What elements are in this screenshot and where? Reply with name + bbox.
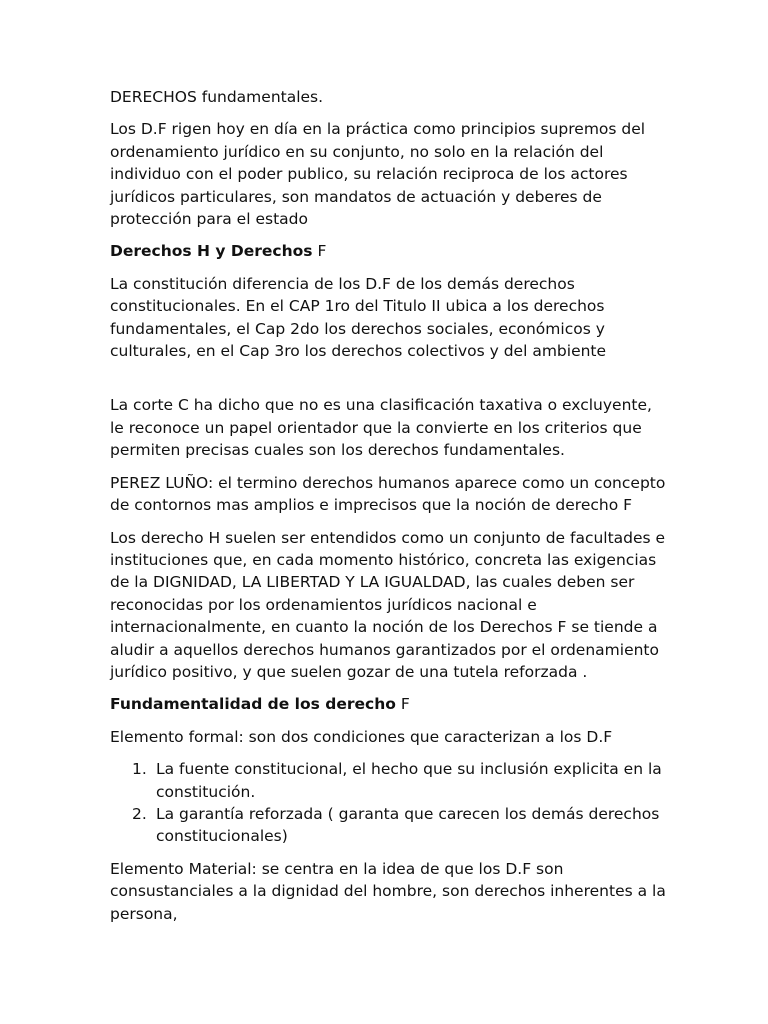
paragraph: PEREZ LUÑO: el termino derechos humanos aparece como un concepto de contornos mas amplios e imprecisos que la noción de derecho F <box>110 473 666 515</box>
document-page <box>110 86 670 935</box>
section-heading <box>110 240 670 262</box>
section-heading-suffix: F <box>312 242 327 261</box>
section-heading-suffix: F <box>395 695 410 714</box>
section-heading-bold: Fundamentalidad de los derecho <box>110 695 396 714</box>
list-item-text: La garantía reforzada ( garanta que carecen los demás derechos constitucionales) <box>156 804 660 846</box>
paragraph: La constitución diferencia de los D.F de los demás derechos constitucionales. En el CAP 1ro del Titulo II ubica a los derechos fundamentales, el Cap 2do los derechos sociales, económicos y culturales, en el Cap 3ro los derechos colectivos y del ambiente <box>110 274 607 361</box>
blank-line <box>110 372 670 394</box>
paragraph: Elemento Material: se centra en la idea de que los D.F son consustanciales a la dignidad del hombre, son derechos inherentes a la persona, <box>110 859 666 923</box>
paragraph: Los D.F rigen hoy en día en la práctica como principios supremos del ordenamiento jurídico en su conjunto, no solo en la relación del individuo con el poder publico, su relación reciproca de los actores jurídicos particulares, son mandatos de actuación y deberes de protección para el estado <box>110 120 646 229</box>
list-item-number: 2. <box>132 804 147 823</box>
numbered-list <box>110 758 670 848</box>
paragraph: La corte C ha dicho que no es una clasificación taxativa o excluyente, le reconoce un papel orientador que la convierte en los criterios que permiten precisas cuales son los derechos fundamentales. <box>110 396 652 460</box>
section-heading-bold: Derechos H y Derechos <box>110 242 313 261</box>
document-title: DERECHOS fundamentales. <box>110 88 324 106</box>
paragraph: Los derecho H suelen ser entendidos como un conjunto de facultades e instituciones que, en cada momento histórico, concreta las exigencias de la DIGNIDAD, LA LIBERTAD Y LA IGUALDAD, las cuales deben ser reconocidas por los ordenamientos jurídicos nacional e internacionalmente, en cuanto la noción de los Derechos F se tiende a aludir a aquellos derechos humanos garantizados por el ordenamiento jurídico positivo, y que suelen gozar de una tutela reforzada . <box>110 528 666 681</box>
list-item-number: 1. <box>132 760 147 779</box>
paragraph: Elemento formal: son dos condiciones que caracterizan a los D.F <box>110 727 613 746</box>
list-item-text: La fuente constitucional, el hecho que su inclusión explicita en la constitución. <box>156 760 662 801</box>
list-item <box>110 758 670 803</box>
list-item <box>110 803 670 848</box>
section-heading <box>110 693 670 715</box>
